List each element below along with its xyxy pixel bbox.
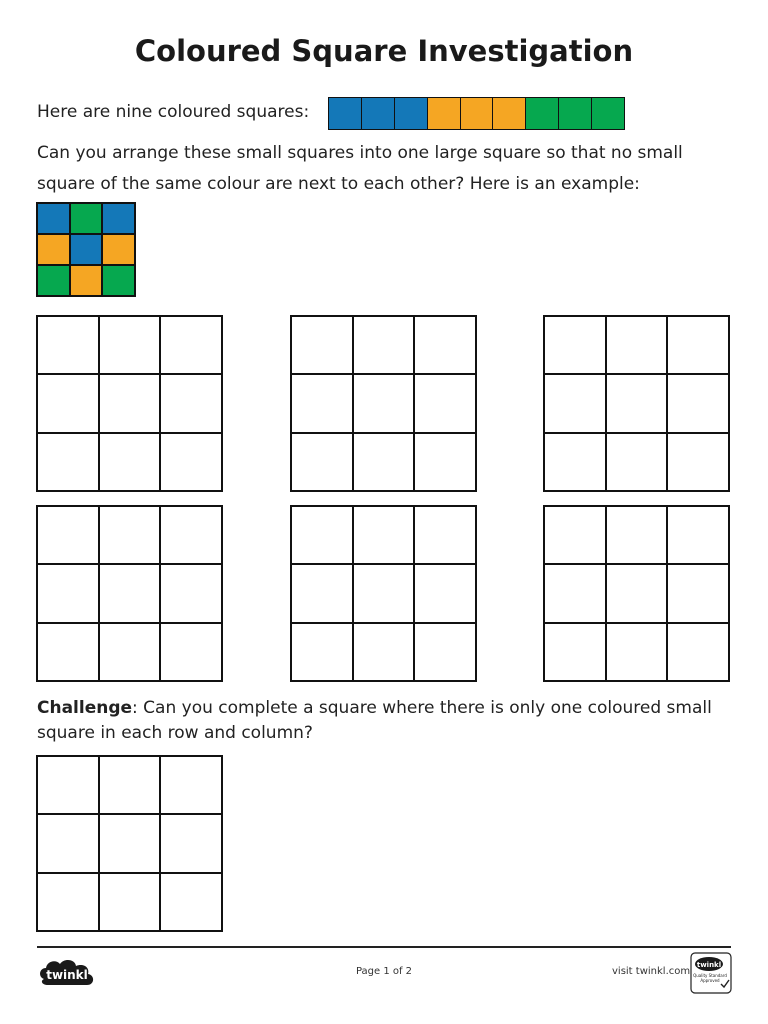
strip-square-green <box>526 98 559 129</box>
grid-cell[interactable] <box>99 506 161 564</box>
grid-cell[interactable] <box>414 316 476 374</box>
grid-cell[interactable] <box>160 433 222 491</box>
grid-cell[interactable] <box>353 564 415 622</box>
grid-cell[interactable] <box>160 756 222 814</box>
grid-cell[interactable] <box>667 433 729 491</box>
grid-cell[interactable] <box>291 433 353 491</box>
grid-cell[interactable] <box>160 564 222 622</box>
grid-cell[interactable] <box>414 506 476 564</box>
grid-cell[interactable] <box>99 756 161 814</box>
grid-cell[interactable] <box>353 623 415 681</box>
example-cell-blue <box>70 234 103 265</box>
example-cell-orange <box>102 234 135 265</box>
grid-cell[interactable] <box>667 623 729 681</box>
blank-grid-2[interactable] <box>290 315 477 492</box>
grid-cell[interactable] <box>414 374 476 432</box>
blank-grid-5[interactable] <box>290 505 477 682</box>
grid-cell[interactable] <box>414 433 476 491</box>
grid-cell[interactable] <box>37 506 99 564</box>
grid-cell[interactable] <box>37 374 99 432</box>
grid-cell[interactable] <box>544 433 606 491</box>
quality-badge <box>690 952 732 994</box>
grid-cell[interactable] <box>99 433 161 491</box>
grid-cell[interactable] <box>160 623 222 681</box>
example-cell-blue <box>102 203 135 234</box>
grid-cell[interactable] <box>291 623 353 681</box>
question-text: Can you arrange these small squares into one large square so that no small square of the same colour are next to each other? Here is an example: <box>37 143 683 194</box>
grid-cell[interactable] <box>37 623 99 681</box>
grid-cell[interactable] <box>606 433 668 491</box>
grid-cell[interactable] <box>37 814 99 872</box>
grid-cell[interactable] <box>37 316 99 374</box>
challenge-grid[interactable] <box>36 755 223 932</box>
example-grid <box>36 202 136 297</box>
grid-cell[interactable] <box>291 564 353 622</box>
grid-cell[interactable] <box>353 506 415 564</box>
grid-cell[interactable] <box>414 623 476 681</box>
challenge-text <box>37 696 737 746</box>
grid-cell[interactable] <box>99 814 161 872</box>
grid-cell[interactable] <box>667 506 729 564</box>
grid-cell[interactable] <box>291 374 353 432</box>
grid-cell[interactable] <box>414 564 476 622</box>
grid-cell[interactable] <box>99 564 161 622</box>
example-cell-orange <box>37 234 70 265</box>
grid-cell[interactable] <box>99 873 161 931</box>
grid-cell[interactable] <box>99 623 161 681</box>
intro-text: Here are nine coloured squares: <box>37 102 310 122</box>
strip-square-blue <box>395 98 428 129</box>
challenge-label: Challenge <box>37 698 133 718</box>
strip-square-green <box>559 98 592 129</box>
grid-cell[interactable] <box>353 374 415 432</box>
strip-square-blue <box>362 98 395 129</box>
grid-cell[interactable] <box>606 623 668 681</box>
twinkl-logo-text: twinkl <box>46 968 88 982</box>
grid-cell[interactable] <box>99 374 161 432</box>
grid-cell[interactable] <box>160 873 222 931</box>
grid-cell[interactable] <box>160 506 222 564</box>
blank-grid-4[interactable] <box>36 505 223 682</box>
blank-grid-1[interactable] <box>36 315 223 492</box>
badge-text: Quality Standard Approved <box>693 973 727 983</box>
grid-cell[interactable] <box>667 374 729 432</box>
grid-cell[interactable] <box>37 873 99 931</box>
example-cell-green <box>37 265 70 296</box>
grid-cell[interactable] <box>544 316 606 374</box>
grid-cell[interactable] <box>99 316 161 374</box>
visit-link[interactable]: visit twinkl.com <box>612 966 691 977</box>
grid-cell[interactable] <box>606 506 668 564</box>
grid-cell[interactable] <box>353 433 415 491</box>
strip-square-orange <box>428 98 461 129</box>
grid-cell[interactable] <box>37 756 99 814</box>
strip-square-orange <box>493 98 526 129</box>
grid-cell[interactable] <box>160 316 222 374</box>
challenge-body: : Can you complete a square where there is only one coloured small square in each row and column? <box>37 698 712 743</box>
strip-square-green <box>592 98 624 129</box>
blank-grid-3[interactable] <box>543 315 730 492</box>
example-cell-blue <box>37 203 70 234</box>
blank-grid-6[interactable] <box>543 505 730 682</box>
grid-cell[interactable] <box>544 564 606 622</box>
badge-logo-text: twinkl <box>696 961 722 969</box>
footer-divider <box>37 946 731 948</box>
grid-cell[interactable] <box>160 814 222 872</box>
grid-cell[interactable] <box>606 374 668 432</box>
grid-cell[interactable] <box>160 374 222 432</box>
strip-square-orange <box>461 98 494 129</box>
grid-cell[interactable] <box>291 506 353 564</box>
grid-cell[interactable] <box>37 564 99 622</box>
page-number: Page 1 of 2 <box>355 966 413 977</box>
grid-cell[interactable] <box>606 316 668 374</box>
grid-cell[interactable] <box>667 564 729 622</box>
example-cell-orange <box>70 265 103 296</box>
grid-cell[interactable] <box>291 316 353 374</box>
example-cell-green <box>102 265 135 296</box>
grid-cell[interactable] <box>544 374 606 432</box>
colour-strip <box>328 97 625 130</box>
page-title: Coloured Square Investigation <box>134 34 634 68</box>
strip-square-blue <box>329 98 362 129</box>
grid-cell[interactable] <box>667 316 729 374</box>
example-cell-green <box>70 203 103 234</box>
grid-cell[interactable] <box>544 506 606 564</box>
grid-cell[interactable] <box>544 623 606 681</box>
grid-cell[interactable] <box>353 316 415 374</box>
grid-cell[interactable] <box>606 564 668 622</box>
grid-cell[interactable] <box>37 433 99 491</box>
